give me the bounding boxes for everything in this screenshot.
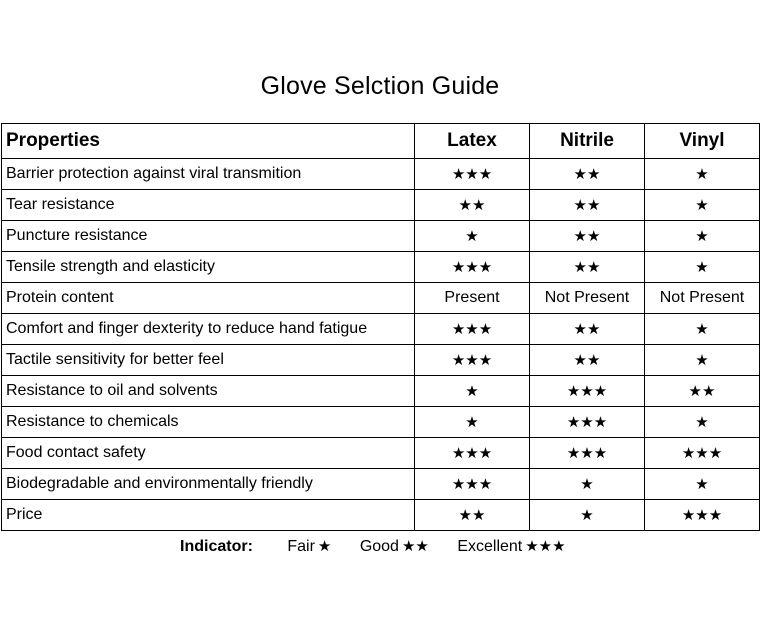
star-rating-icon: ★★ <box>458 505 486 524</box>
property-cell: Biodegradable and environmentally friendly <box>2 469 415 500</box>
rating-cell-vinyl <box>645 159 760 190</box>
rating-cell-latex <box>415 469 530 500</box>
rating-cell-latex <box>415 314 530 345</box>
star-rating-icon: ★ <box>695 164 709 183</box>
page-title: Glove Selction Guide <box>260 72 500 100</box>
star-rating-icon: ★★ <box>688 381 716 400</box>
property-cell: Puncture resistance <box>2 221 415 252</box>
rating-cell-nitrile <box>530 252 645 283</box>
property-cell: Barrier protection against viral transmition <box>2 159 415 190</box>
protein-value: Not Present <box>659 289 745 306</box>
table-row <box>2 190 760 221</box>
legend-item-fair <box>287 538 331 555</box>
rating-cell-nitrile <box>530 407 645 438</box>
table-row <box>2 283 760 314</box>
table-row <box>2 438 760 469</box>
rating-cell-vinyl <box>645 345 760 376</box>
star-rating-icon: ★ <box>465 381 479 400</box>
rating-cell-latex <box>415 500 530 531</box>
table-header-row <box>2 124 760 159</box>
table-row <box>2 469 760 500</box>
legend-item-excellent <box>457 538 565 555</box>
property-cell: Food contact safety <box>2 438 415 469</box>
column-header-vinyl: Vinyl <box>645 124 760 159</box>
protein-value: Not Present <box>544 289 630 306</box>
rating-cell-nitrile <box>530 469 645 500</box>
star-rating-icon: ★ <box>695 412 709 431</box>
star-rating-icon: ★ <box>695 226 709 245</box>
rating-cell-vinyl <box>645 407 760 438</box>
property-cell: Tactile sensitivity for better feel <box>2 345 415 376</box>
star-rating-icon: ★★ <box>573 226 601 245</box>
legend-name: Good <box>359 538 399 555</box>
column-header-nitrile: Nitrile <box>530 124 645 159</box>
star-rating-icon: ★★★ <box>451 319 493 338</box>
legend-name: Fair <box>287 538 315 555</box>
table-row <box>2 159 760 190</box>
star-rating-icon: ★★★ <box>566 412 608 431</box>
star-rating-icon: ★★★ <box>451 350 493 369</box>
rating-cell-nitrile <box>530 438 645 469</box>
rating-cell-latex <box>415 190 530 221</box>
rating-cell-nitrile <box>530 345 645 376</box>
rating-cell-vinyl <box>645 438 760 469</box>
rating-cell-nitrile <box>530 500 645 531</box>
rating-cell-vinyl <box>645 283 760 314</box>
star-rating-icon: ★★★ <box>451 474 493 493</box>
star-icon: ★★★ <box>525 537 566 555</box>
property-cell: Resistance to oil and solvents <box>2 376 415 407</box>
star-rating-icon: ★ <box>580 505 594 524</box>
star-rating-icon: ★★★ <box>451 443 493 462</box>
star-rating-icon: ★★ <box>573 350 601 369</box>
rating-cell-latex <box>415 438 530 469</box>
star-rating-icon: ★ <box>695 257 709 276</box>
star-rating-icon: ★★★ <box>681 505 723 524</box>
star-rating-icon: ★★★ <box>566 443 608 462</box>
rating-cell-nitrile <box>530 221 645 252</box>
star-rating-icon: ★★ <box>458 195 486 214</box>
property-cell: Protein content <box>2 283 415 314</box>
star-icon: ★★ <box>401 537 429 555</box>
glove-comparison-table <box>1 123 760 531</box>
rating-cell-vinyl <box>645 252 760 283</box>
star-rating-icon: ★★★ <box>566 381 608 400</box>
table-row <box>2 345 760 376</box>
rating-cell-vinyl <box>645 221 760 252</box>
rating-cell-latex <box>415 407 530 438</box>
property-cell: Resistance to chemicals <box>2 407 415 438</box>
star-rating-icon: ★ <box>695 195 709 214</box>
star-rating-icon: ★★ <box>573 257 601 276</box>
rating-cell-latex <box>415 159 530 190</box>
rating-cell-vinyl <box>645 500 760 531</box>
rating-cell-nitrile <box>530 314 645 345</box>
rating-cell-latex <box>415 283 530 314</box>
star-rating-icon: ★★★ <box>451 257 493 276</box>
property-cell: Tear resistance <box>2 190 415 221</box>
rating-cell-nitrile <box>530 376 645 407</box>
rating-legend <box>180 537 590 556</box>
table-row <box>2 314 760 345</box>
legend-item-good <box>360 538 429 555</box>
column-header-latex: Latex <box>415 124 530 159</box>
star-rating-icon: ★★★ <box>451 164 493 183</box>
rating-cell-nitrile <box>530 283 645 314</box>
star-rating-icon: ★ <box>695 474 709 493</box>
property-cell: Price <box>2 500 415 531</box>
rating-cell-nitrile <box>530 159 645 190</box>
property-cell: Comfort and finger dexterity to reduce hand fatigue <box>2 314 415 345</box>
rating-cell-nitrile <box>530 190 645 221</box>
star-rating-icon: ★ <box>695 319 709 338</box>
table-row <box>2 500 760 531</box>
rating-cell-vinyl <box>645 376 760 407</box>
star-rating-icon: ★ <box>695 350 709 369</box>
star-rating-icon: ★ <box>465 412 479 431</box>
column-header-properties: Properties <box>2 124 415 159</box>
rating-cell-latex <box>415 376 530 407</box>
rating-cell-latex <box>415 345 530 376</box>
table-row <box>2 407 760 438</box>
star-rating-icon: ★★★ <box>681 443 723 462</box>
table-row <box>2 252 760 283</box>
legend-name: Excellent <box>457 538 523 555</box>
rating-cell-vinyl <box>645 314 760 345</box>
rating-cell-latex <box>415 252 530 283</box>
rating-cell-vinyl <box>645 190 760 221</box>
star-rating-icon: ★★ <box>573 164 601 183</box>
star-icon: ★ <box>317 537 332 555</box>
property-cell: Tensile strength and elasticity <box>2 252 415 283</box>
star-rating-icon: ★★ <box>573 319 601 338</box>
table-body <box>2 159 760 531</box>
rating-cell-latex <box>415 221 530 252</box>
star-rating-icon: ★ <box>465 226 479 245</box>
legend-label: Indicator: <box>180 538 253 555</box>
star-rating-icon: ★★ <box>573 195 601 214</box>
protein-value: Present <box>444 289 500 306</box>
table-row <box>2 221 760 252</box>
star-rating-icon: ★ <box>580 474 594 493</box>
rating-cell-vinyl <box>645 469 760 500</box>
table-row <box>2 376 760 407</box>
